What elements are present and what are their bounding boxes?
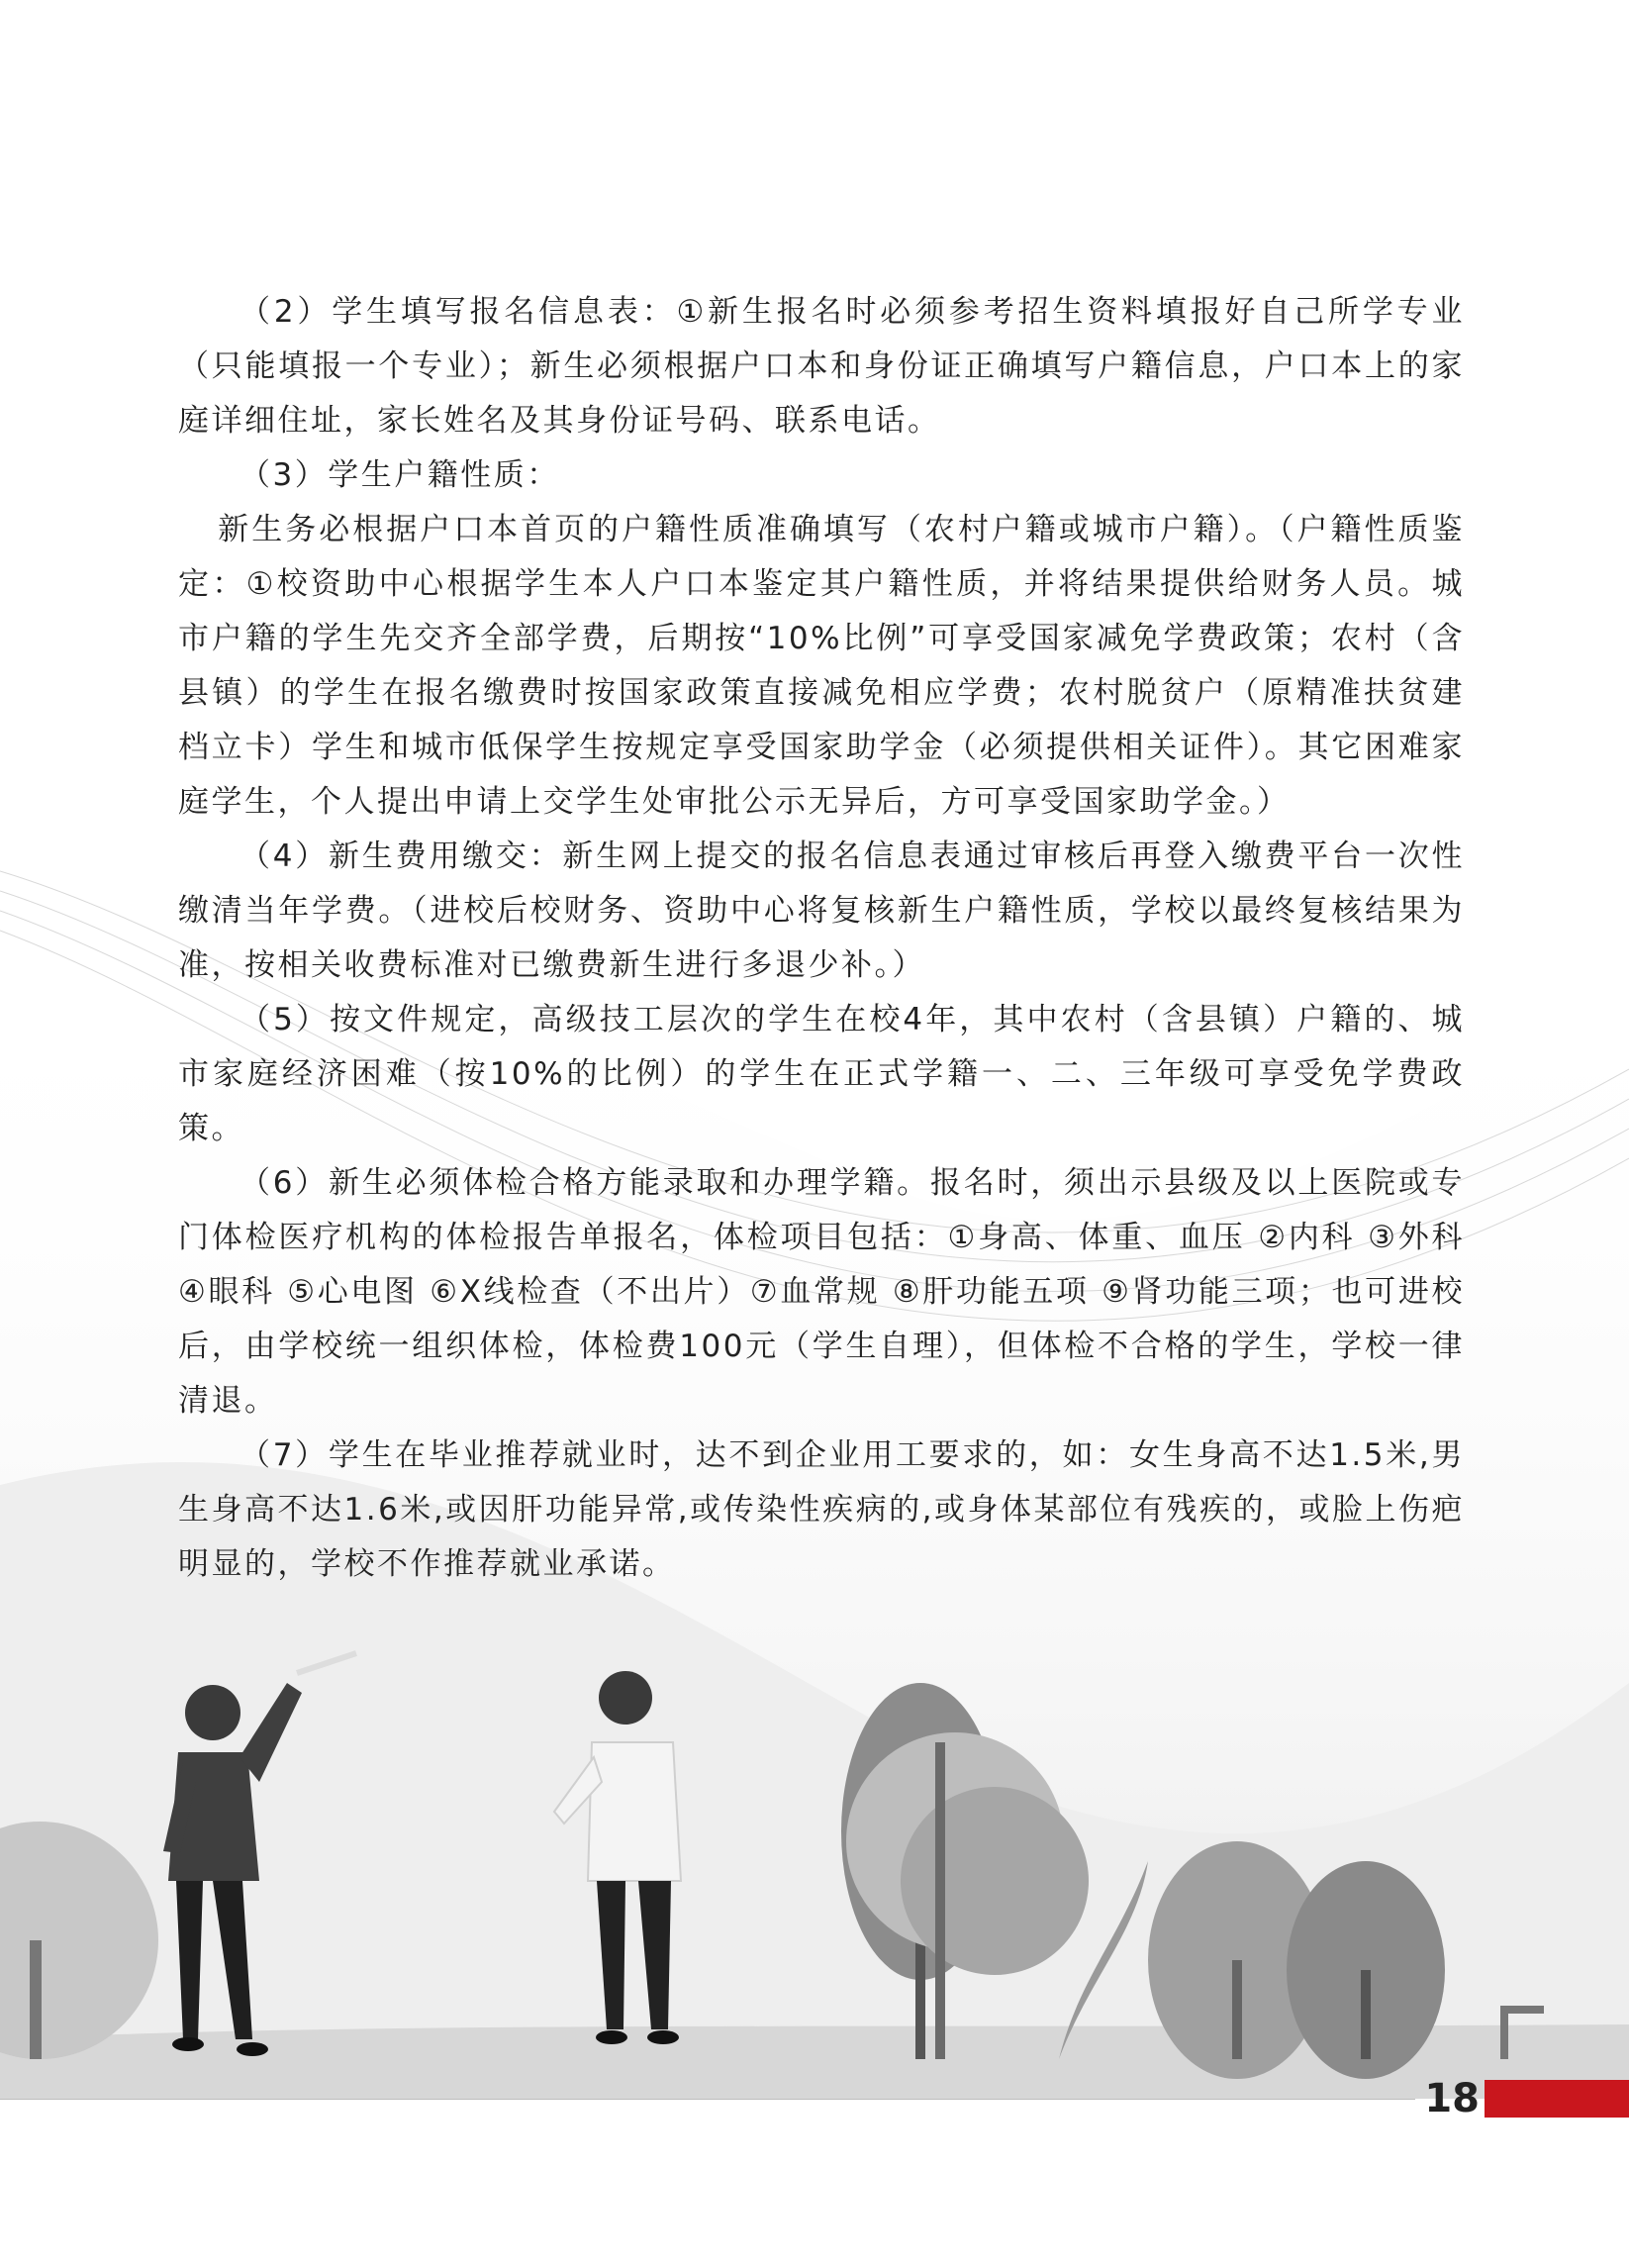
article-body (178, 285, 1465, 1592)
page-accent-bar (1485, 2080, 1629, 2118)
paragraph-6-health-check: （6）新生必须体检合格方能录取和办理学籍。报名时，须出示县级及以上医院或专门体检医疗机构的体检报告单报名，体检项目包括：①身高、体重、血压 ②内科 ③外科 ④眼科 ⑤心电图 ⑥X线检查（不出片）⑦血常规 ⑧肝功能五项 ⑨肾功能三项；也可进校后，由学校统一组织体检，体检费100元（学生自理），但体检不合格的学生，学校一律清退。 (178, 1165, 1465, 1419)
paragraph-2-registration-form: （2）学生填写报名信息表：①新生报名时必须参考招生资料填报好自己所学专业（只能填报一个专业）；新生必须根据户口本和身份证正确填写户籍信息，户口本上的家庭详细住址，家长姓名及其身份证号码、联系电话。 (178, 294, 1465, 439)
paragraph-3-household-type: 新生务必根据户口本首页的户籍性质准确填写（农村户籍或城市户籍）。（户籍性质鉴定：①校资助中心根据学生本人户口本鉴定其户籍性质，并将结果提供给财务人员。城市户籍的学生先交齐全部学费，后期按“10%比例”可享受国家减免学费政策；农村（含县镇）的学生在报名缴费时按国家政策直接减免相应学费；农村脱贫户（原精准扶贫建档立卡）学生和城市低保学生按规定享受国家助学金（必须提供相关证件）。其它困难家庭学生，个人提出申请上交学生处审批公示无异后，方可享受国家助学金。） (178, 512, 1465, 820)
paragraph-5-tuition-policy: （5）按文件规定，高级技工层次的学生在校4年，其中农村（含县镇）户籍的、城市家庭经济困难（按10%的比例）的学生在正式学籍一、二、三年级可享受免学费政策。 (178, 1002, 1465, 1146)
paragraph-4-fee-payment: （4）新生费用缴交：新生网上提交的报名信息表通过审核后再登入缴费平台一次性缴清当年学费。（进校后校财务、资助中心将复核新生户籍性质，学校以最终复核结果为准，按相关收费标准对已缴费新生进行多退少补。） (178, 838, 1465, 983)
paragraph-7-employment: （7）学生在毕业推荐就业时，达不到企业用工要求的，如：女生身高不达1.5米,男生身高不达1.6米,或因肝功能异常,或传染性疾病的,或身体某部位有残疾的，或脸上伤疤明显的，学校不作推荐就业承诺。 (178, 1437, 1465, 1582)
page-number: 18 (1424, 2076, 1480, 2121)
paragraph-3-heading: （3）学生户籍性质： (240, 457, 560, 493)
footer-divider (0, 2099, 1415, 2100)
